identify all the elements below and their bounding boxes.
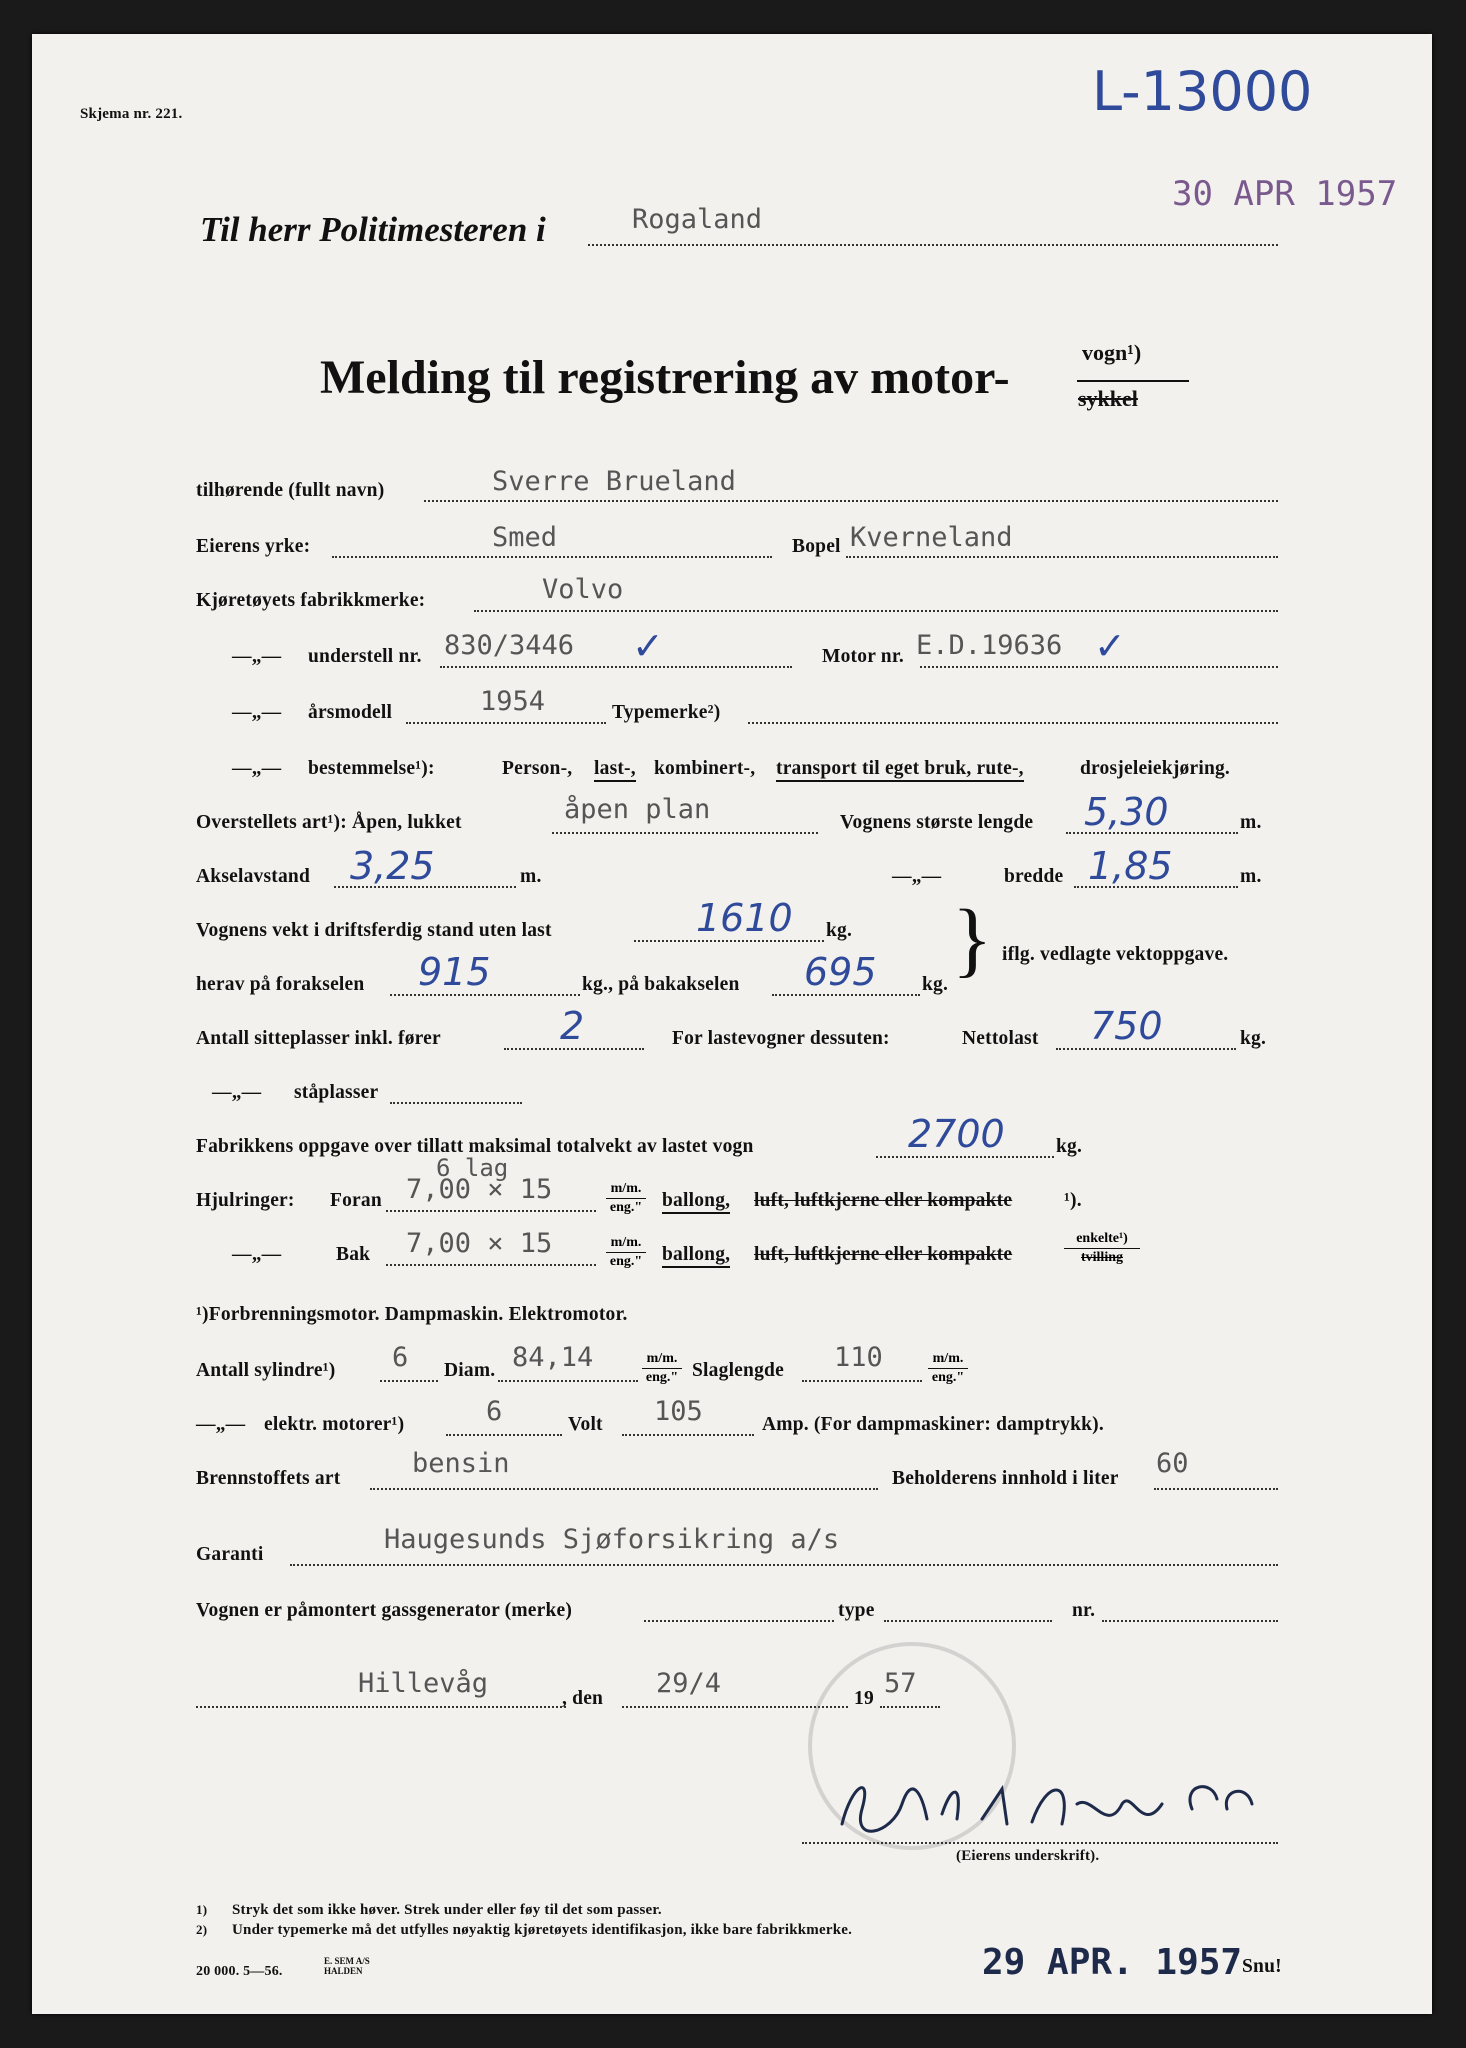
unit-kg: kg. (1240, 1028, 1267, 1049)
volt: 105 (654, 1396, 703, 1427)
amp-label: Amp. (For dampmaskiner: damptrykk). (762, 1414, 1104, 1435)
chassis-number: 830/3446 (444, 630, 575, 661)
unit-eng: eng." (609, 1200, 643, 1215)
owner-label: tilhørende (fullt navn) (196, 480, 385, 501)
tire-ballong: ballong, (662, 1244, 730, 1268)
volt-label: Volt (568, 1414, 603, 1435)
rear-tire-size: 7,00 × 15 (406, 1228, 553, 1259)
ditto-mark: —„— (212, 1082, 262, 1103)
unit-kg: kg. (922, 974, 949, 995)
unit-kg: kg. (1056, 1136, 1083, 1157)
sign-date: 29/4 (656, 1668, 722, 1699)
page-title: Melding til registrering av motor- (320, 351, 1010, 404)
police-district: Rogaland (632, 204, 763, 235)
footnote-mark: 1) (196, 1902, 208, 1917)
unit-eng: eng." (609, 1254, 643, 1269)
place: Hillevåg (358, 1668, 489, 1699)
diameter-label: Diam. (444, 1360, 496, 1381)
front-axle-label: herav på forakselen (196, 974, 365, 995)
make-label: Kjøretøyets fabrikkmerke: (196, 590, 426, 611)
sign-year: 57 (884, 1668, 917, 1699)
checkmark-icon: ✓ (1094, 624, 1126, 668)
den-label: , den (562, 1688, 604, 1709)
year-label: årsmodell (308, 702, 393, 723)
unit-mm: m/m. (606, 1234, 646, 1253)
tire-twin: tvilling (1080, 1250, 1123, 1265)
received-stamp: 30 APR 1957 (1172, 174, 1398, 214)
weight-note: iflg. vedlagte vektoppgave. (1002, 944, 1229, 965)
gas-generator-label: Vognen er påmontert gassgenerator (merke) (196, 1600, 573, 1621)
front-axle-weight: 915 (418, 950, 491, 994)
unit-m: m. (1240, 866, 1262, 887)
purpose-transport: transport til eget bruk, rute-, (776, 758, 1024, 782)
fuel-label: Brennstoffets art (196, 1468, 341, 1489)
max-weight: 2700 (908, 1112, 1005, 1156)
footnote-1: Stryk det som ikke høver. Strek under eller føy til det som passer. (232, 1902, 662, 1918)
owner-signature (832, 1764, 1262, 1844)
footnote-ref: ¹). (1064, 1190, 1082, 1211)
year-prefix: 19 (854, 1688, 874, 1709)
model-year: 1954 (480, 686, 546, 717)
printer-info: E. SEM A/S HALDEN (324, 1956, 370, 1976)
address-label: Til herr Politimesteren i (200, 210, 546, 249)
max-weight-label: Fabrikkens oppgave over tillatt maksimal totalvekt av lastet vogn (196, 1136, 754, 1157)
unit-m: m. (520, 866, 542, 887)
motor-label: Motor nr. (822, 646, 904, 667)
ditto-mark: —„— (232, 1244, 282, 1265)
ply-rating: 6 lag (436, 1154, 509, 1182)
length: 5,30 (1084, 790, 1169, 834)
date-stamp: 29 APR. 1957 (982, 1942, 1243, 1983)
ditto-mark: —„— (892, 866, 942, 887)
residence-label: Bopel (792, 536, 841, 557)
registration-form: Skjema nr. 221. L-13000 30 APR 1957 Til herr Politimesteren i Rogaland Melding til registrering av motor- vogn¹) sykkel tilhørende (fullt navn) Sverre Brueland Eierens yrke: Smed Bopel Kverneland Kjøretøyets fabrikkmerke: Volvo —„— understell nr. 830/3446 ✓ Motor nr. E.D.19636 ✓ —„— årsmodell 1954 Typemerke²) —„— bestemmelse¹): Person-, last-, kombinert-, transport til eget bruk, rute-, drosjeleiekjøring. Overstellets art¹): Åpen, lukket åpen plan Vognens største lengde 5,30 m. Akselavstand 3,25 m. —„— bredde 1,85 m. Vognens vekt i driftsferdig stand uten last 1610 kg. } iflg. vedlagte vektoppgave. herav på forakselen 915 kg., på bakakselen 695 kg. Antall sitteplasser inkl. fører 2 For lastevogner dessuten: Nettolast 750 kg. —„— ståplasser Fabrikkens oppgave over tillatt maksimal totalvekt av lastet vogn 2700 kg. 6 lag Hjulringer: Foran 7,00 × 15 m/m. eng." ballong, luft, luftkjerne eller kompakte ¹). —„— Bak 7,00 × 15 m/m. eng." ballong, luft, luftkjerne eller kompakte enkelte¹) tvilling ¹)Forbrenningsmotor. Dampmaskin. Elektromotor. Antall sylindre¹) 6 Diam. 84,14 m/m. eng." Slaglengde 110 m/m. eng." —„— elektr. motorer¹) 6 Volt 105 Amp. (For dampmaskiner: damptrykk). Brennstoffets art bensin Beholderens innhold i liter 60 Garanti Haugesunds Sjøforsikring a/s Vognen er påmontert gassgenerator (merke) type nr. Hillevåg , den 29/4 19 57 (Eierens underskrift). 1) Stryk det som ikke høver. Strek under eller føy til det som passer. 2) Under typemerke må det utfylles nøyaktig kjøretøyets identifikasjon, ikke bare fabrikkmerke. 20 000. 5—56. E. SEM A/S HALDEN 29 APR. 1957 Snu! (32, 34, 1432, 2014)
turn-over-note: Snu! (1242, 1956, 1282, 1977)
insurance-label: Garanti (196, 1544, 264, 1565)
cylinders: 6 (392, 1342, 409, 1373)
axle-label: Akselavstand (196, 866, 311, 887)
ditto-mark: —„— (232, 702, 282, 723)
chassis-label: understell nr. (308, 646, 422, 667)
rear-tire-label: Bak (336, 1244, 371, 1265)
stroke-label: Slaglengde (692, 1360, 784, 1381)
body-type: åpen plan (564, 794, 711, 825)
front-tire-size: 7,00 × 15 (406, 1174, 553, 1205)
fuel-type: bensin (412, 1448, 510, 1479)
residence: Kverneland (850, 522, 1013, 553)
wheels-label: Hjulringer: (196, 1190, 295, 1211)
insurance-company: Haugesunds Sjøforsikring a/s (384, 1524, 840, 1555)
occupation: Smed (492, 522, 558, 553)
gas-type-label: type (838, 1600, 875, 1621)
purpose-taxi: drosjeleiekjøring. (1080, 758, 1231, 779)
electric-motors: 6 (486, 1396, 503, 1427)
type-label: Typemerke²) (612, 702, 721, 723)
footnote-2: Under typemerke må det utfylles nøyaktig kjøretøyets identifikasjon, ikke bare fabrikkmerke. (232, 1922, 853, 1938)
standing-label: ståplasser (294, 1082, 379, 1103)
unit-m: m. (1240, 812, 1262, 833)
electric-motors-label: elektr. motorer¹) (264, 1414, 405, 1435)
signature-caption: (Eierens underskrift). (956, 1848, 1100, 1864)
occupation-label: Eierens yrke: (196, 536, 311, 557)
tank-capacity: 60 (1156, 1448, 1189, 1479)
wheelbase: 3,25 (350, 844, 435, 888)
owner-name: Sverre Brueland (492, 466, 736, 497)
form-number: Skjema nr. 221. (80, 106, 183, 122)
seats: 2 (560, 1004, 585, 1048)
truck-label: For lastevogner dessuten: (672, 1028, 890, 1049)
diameter: 84,14 (512, 1342, 594, 1373)
make: Volvo (542, 574, 624, 605)
net-load: 750 (1090, 1004, 1163, 1048)
brace-icon: } (952, 893, 993, 986)
motor-number: E.D.19636 (916, 630, 1063, 661)
tire-other-types: luft, luftkjerne eller kompakte (754, 1190, 1013, 1211)
engine-types: ¹)Forbrenningsmotor. Dampmaskin. Elektromotor. (196, 1304, 628, 1325)
purpose-kombinert: kombinert-, (654, 758, 756, 779)
net-load-label: Nettolast (962, 1028, 1039, 1049)
cylinders-label: Antall sylindre¹) (196, 1360, 336, 1381)
width-label: bredde (1004, 866, 1064, 887)
seats-label: Antall sitteplasser inkl. fører (196, 1028, 441, 1049)
registration-number: L-13000 (1092, 60, 1313, 123)
purpose-last: last-, (594, 758, 636, 782)
ditto-mark: —„— (232, 646, 282, 667)
width: 1,85 (1088, 844, 1173, 888)
purpose-person: Person-, (502, 758, 573, 779)
footnote-mark: 2) (196, 1922, 208, 1937)
curb-weight: 1610 (696, 896, 793, 940)
title-option-sykkel: sykkel (1078, 386, 1138, 411)
front-tire-label: Foran (330, 1190, 382, 1211)
purpose-label: bestemmelse¹): (308, 758, 435, 779)
checkmark-icon: ✓ (632, 624, 664, 668)
title-option-vogn: vogn¹) (1082, 340, 1142, 365)
tire-other-types: luft, luftkjerne eller kompakte (754, 1244, 1013, 1265)
tire-ballong: ballong, (662, 1190, 730, 1214)
ditto-mark: —„— (232, 758, 282, 779)
length-label: Vognens største lengde (840, 812, 1034, 833)
ditto-mark: —„— (196, 1414, 246, 1435)
weight-label: Vognens vekt i driftsferdig stand uten last (196, 920, 552, 941)
body-label: Overstellets art¹): Åpen, lukket (196, 812, 462, 833)
gas-nr-label: nr. (1072, 1600, 1096, 1621)
unit-kg: kg. (826, 920, 853, 941)
print-info: 20 000. 5—56. (196, 1964, 283, 1979)
tank-label: Beholderens innhold i liter (892, 1468, 1119, 1489)
tire-single: enkelte¹) (1064, 1230, 1140, 1249)
unit-mm: m/m. (606, 1180, 646, 1199)
rear-axle-label: kg., på bakakselen (582, 974, 740, 995)
rear-axle-weight: 695 (804, 950, 877, 994)
stroke: 110 (834, 1342, 883, 1373)
